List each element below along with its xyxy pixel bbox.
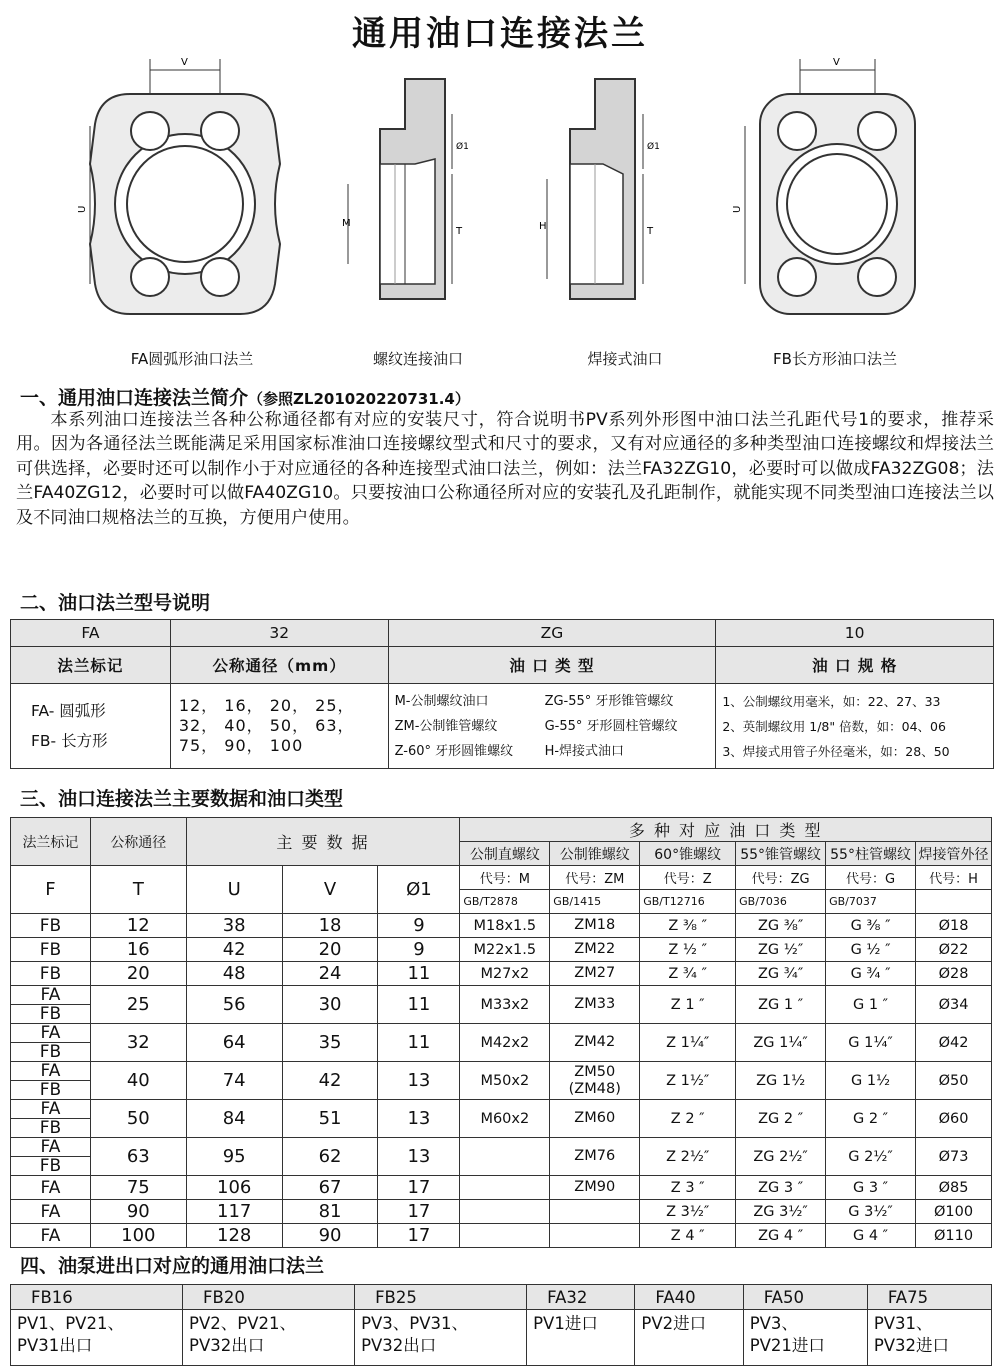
cell-h: Ø22	[916, 938, 992, 962]
type-item: ZG-55° 牙形锥管螺纹	[544, 693, 674, 709]
intro-text: 本系列油口连接法兰各种公称通径都有对应的安装尺寸，符合说明书PV系列外形图中油口法兰孔距代号1的要求，推荐采用。因为各通径法兰既能满足采用国家标准油口连接螺纹型式和尺寸的要求，又有对应通径的多种类型油口连接螺纹和焊接法兰可供选择，必要时还可以制作小于对应通径的各种连接型式油口法兰，例如：法兰FA32ZG10，必要时可以做成FA32ZG08；法兰FA40ZG12，必要时可以做FA40ZG10。只要按油口公称通径所对应的安装孔及孔距制作，就能实现不同类型油口连接法兰以及不同油口规格法兰的互换，方便用户使用。	[16, 410, 994, 528]
type-name: 公制直螺纹	[460, 842, 550, 866]
cell-z: Z 1¼″	[640, 1024, 736, 1062]
nominal-line: 75， 90， 100	[178, 736, 304, 755]
cell-t: 90	[90, 1200, 186, 1224]
type-code: 代号：ZG	[736, 866, 826, 890]
flange-mark-cell	[11, 1138, 91, 1176]
cell-g: G 1¼″	[826, 1024, 916, 1062]
type-standard	[916, 890, 992, 914]
nominal-cell	[170, 684, 388, 769]
table-row	[11, 986, 992, 1024]
pump-line	[533, 1335, 634, 1357]
pump-line: PV21进口	[749, 1336, 825, 1355]
cell-zm: ZM42	[550, 1024, 640, 1062]
cell-g: G 2 ″	[826, 1100, 916, 1138]
cell-zg: ZG 4 ″	[736, 1224, 826, 1248]
cell-zm: ZM50 (ZM48)	[550, 1062, 640, 1100]
flange-mark-cell	[11, 1200, 91, 1224]
flange-mark: FA	[11, 1138, 90, 1157]
cell-u: 128	[186, 1224, 282, 1248]
fa-caption: FA圆弧形油口法兰	[130, 350, 254, 368]
cell-zg: ZG ¾″	[736, 962, 826, 986]
cell-v: 30	[282, 986, 378, 1024]
cell-z: Z 1½″	[640, 1062, 736, 1100]
flange-mark-cell	[11, 1224, 91, 1248]
dim-phi-label: Ø1	[456, 142, 469, 152]
cell-h: Ø100	[916, 1200, 992, 1224]
cell-g: G ½ ″	[826, 938, 916, 962]
cell-m	[460, 1176, 550, 1200]
cell-g: G ⅜ ″	[826, 914, 916, 938]
cell-zm: ZM22	[550, 938, 640, 962]
cell-u: 38	[186, 914, 282, 938]
dim-m-label: M	[342, 218, 351, 229]
cell-zg: ZG 3 ″	[736, 1176, 826, 1200]
col-letter: U	[186, 866, 282, 914]
section1-title-text: 一、通用油口连接法兰简介	[20, 387, 249, 409]
pump-line: PV32出口	[189, 1336, 265, 1355]
marks-cell	[11, 684, 171, 769]
cell-t: 25	[90, 986, 186, 1024]
flange-mark-cell	[11, 1062, 91, 1100]
pump-cell	[183, 1310, 355, 1366]
cell-z: Z 3½″	[640, 1200, 736, 1224]
mark-item: FB- 长方形	[31, 732, 108, 750]
pump-cell	[11, 1310, 183, 1366]
cell-m	[460, 1224, 550, 1248]
cell-u: 56	[186, 986, 282, 1024]
nominal-line: 32， 40， 50， 63，	[178, 716, 355, 735]
cell-g: G 1 ″	[826, 986, 916, 1024]
pump-line: PV2进口	[641, 1314, 707, 1333]
pump-line: PV31出口	[17, 1336, 93, 1355]
code-cell: 10	[716, 620, 994, 647]
cell-g: G 1½	[826, 1062, 916, 1100]
specs-cell	[716, 684, 994, 769]
cell-m: M50x2	[460, 1062, 550, 1100]
header-cell: 油 口 规 格	[716, 647, 994, 684]
cell-v: 35	[282, 1024, 378, 1062]
pump-cell	[635, 1310, 743, 1366]
cell-v: 24	[282, 962, 378, 986]
pump-cell	[527, 1310, 635, 1366]
cell-phi: 13	[378, 1100, 460, 1138]
cell-u: 95	[186, 1138, 282, 1176]
cell-g: G ¾ ″	[826, 962, 916, 986]
type-item: ZM-公制锥管螺纹	[394, 718, 498, 734]
header-mark: 法兰标记	[11, 818, 91, 866]
flange-mark: FB	[39, 963, 62, 984]
nominal-line: 12， 16， 20， 25，	[178, 696, 355, 715]
cell-h: Ø34	[916, 986, 992, 1024]
flange-mark: FA	[11, 1024, 90, 1043]
cell-phi: 11	[378, 962, 460, 986]
cell-m: M60x2	[460, 1100, 550, 1138]
cell-t: 40	[90, 1062, 186, 1100]
cell-u: 48	[186, 962, 282, 986]
cell-phi: 9	[378, 938, 460, 962]
code-cell: 32	[170, 620, 388, 647]
flange-mark: FB	[39, 1004, 62, 1024]
cell-zm: ZM90	[550, 1176, 640, 1200]
table-row	[11, 1224, 992, 1248]
pump-line: PV1进口	[533, 1314, 598, 1333]
flange-mark: FA	[11, 986, 90, 1005]
table-row	[11, 914, 992, 938]
thread-caption: 螺纹连接油口	[372, 350, 463, 368]
pump-port-table	[10, 1284, 992, 1366]
cell-z: Z 1 ″	[640, 986, 736, 1024]
table-row	[11, 1200, 992, 1224]
table-row	[11, 1138, 992, 1176]
cell-m: M42x2	[460, 1024, 550, 1062]
cell-phi: 9	[378, 914, 460, 938]
header-cell: 法兰标记	[11, 647, 171, 684]
cell-zm	[550, 1224, 640, 1248]
flange-mark-cell	[11, 914, 91, 938]
cell-t: 16	[90, 938, 186, 962]
cell-zm: ZM60	[550, 1100, 640, 1138]
table-row	[11, 962, 992, 986]
cell-z: Z ¾ ″	[640, 962, 736, 986]
flange-mark-cell	[11, 1024, 91, 1062]
flange-header: FB16	[11, 1285, 183, 1310]
cell-phi: 13	[378, 1062, 460, 1100]
weld-caption: 焊接式油口	[587, 350, 663, 368]
pump-line: PV3、	[749, 1314, 798, 1333]
cell-g: G 2½″	[826, 1138, 916, 1176]
type-name: 55°柱管螺纹	[826, 842, 916, 866]
cell-u: 117	[186, 1200, 282, 1224]
type-name: 焊接管外径	[916, 842, 992, 866]
cell-u: 84	[186, 1100, 282, 1138]
pump-line: PV31、	[873, 1314, 933, 1333]
cell-v: 90	[282, 1224, 378, 1248]
cell-h: Ø50	[916, 1062, 992, 1100]
cell-z: Z 3 ″	[640, 1176, 736, 1200]
cell-zg: ZG ⅜″	[736, 914, 826, 938]
pump-line: PV3、PV31、	[361, 1314, 469, 1333]
flange-mark: FA	[40, 1201, 61, 1222]
main-data-table	[10, 817, 992, 1248]
cell-v: 20	[282, 938, 378, 962]
cell-z: Z ⅜ ″	[640, 914, 736, 938]
cell-zg: ZG 3½″	[736, 1200, 826, 1224]
fa-flange-drawing	[70, 54, 300, 354]
cell-z: Z 4 ″	[640, 1224, 736, 1248]
spec-item: 1、公制螺纹用毫米，如：22、27、33	[722, 693, 941, 709]
section3-title: 三、油口连接法兰主要数据和油口类型	[20, 788, 344, 810]
type-standard: GB/T12716	[640, 890, 736, 914]
cell-zg: ZG 1½	[736, 1062, 826, 1100]
cell-v: 42	[282, 1062, 378, 1100]
pump-line: PV32出口	[361, 1336, 437, 1355]
dim-t-label-weld: T	[647, 226, 654, 237]
types-cell	[388, 684, 716, 769]
pump-line: PV32进口	[873, 1336, 950, 1355]
table-row	[11, 1024, 992, 1062]
type-name: 55°锥管螺纹	[736, 842, 826, 866]
type-item: H-焊接式油口	[544, 743, 625, 759]
flange-mark-cell	[11, 962, 91, 986]
type-code: 代号：ZM	[550, 866, 640, 890]
cell-zg: ZG 1 ″	[736, 986, 826, 1024]
flange-mark: FA	[11, 1062, 90, 1081]
cell-m: M33x2	[460, 986, 550, 1024]
flange-header: FA40	[635, 1285, 743, 1310]
cell-h: Ø73	[916, 1138, 992, 1176]
flange-mark-cell	[11, 938, 91, 962]
cell-phi: 17	[378, 1224, 460, 1248]
cell-g: G 4 ″	[826, 1224, 916, 1248]
fb-flange-drawing	[725, 54, 945, 354]
table-row	[11, 1176, 992, 1200]
cell-t: 12	[90, 914, 186, 938]
type-item: M-公制螺纹油口	[394, 693, 489, 709]
header-cell: 公称通径（mm）	[170, 647, 388, 684]
model-code-table	[10, 619, 994, 769]
dim-u-label: U	[77, 205, 88, 213]
dim-phi-label-weld: Ø1	[647, 142, 660, 152]
mark-item: FA- 圆弧形	[31, 702, 106, 720]
type-item: G-55° 牙形圆柱管螺纹	[544, 718, 678, 734]
cell-v: 62	[282, 1138, 378, 1176]
header-main-data: 主 要 数 据	[186, 818, 460, 866]
cell-g: G 3 ″	[826, 1176, 916, 1200]
table-row	[11, 1100, 992, 1138]
cell-zm: ZM33	[550, 986, 640, 1024]
cell-zm	[550, 1200, 640, 1224]
cell-phi: 11	[378, 986, 460, 1024]
cell-u: 106	[186, 1176, 282, 1200]
figure-row	[0, 46, 1000, 376]
flange-header: FA50	[743, 1285, 867, 1310]
flange-mark: FB	[39, 1080, 62, 1100]
flange-mark: FB	[39, 1156, 62, 1176]
section2-title: 二、油口法兰型号说明	[20, 592, 211, 614]
cell-zg: ZG ½″	[736, 938, 826, 962]
cell-v: 67	[282, 1176, 378, 1200]
code-cell: FA	[11, 620, 171, 647]
cell-zg: ZG 1¼″	[736, 1024, 826, 1062]
cell-h: Ø60	[916, 1100, 992, 1138]
pump-line: PV2、PV21、	[189, 1314, 296, 1333]
cell-zg: ZG 2½″	[736, 1138, 826, 1176]
dim-u-label-fb: U	[732, 205, 743, 213]
flange-mark-cell	[11, 1176, 91, 1200]
code-cell: ZG	[388, 620, 716, 647]
cell-zm: ZM76	[550, 1138, 640, 1176]
cell-z: Z 2 ″	[640, 1100, 736, 1138]
flange-mark: FA	[40, 1177, 61, 1198]
header-port-types: 多 种 对 应 油 口 类 型	[460, 818, 992, 842]
cell-m	[460, 1138, 550, 1176]
type-item: Z-60° 牙形圆锥螺纹	[394, 743, 514, 759]
type-name: 公制锥螺纹	[550, 842, 640, 866]
flange-mark: FB	[39, 915, 62, 936]
cell-t: 100	[90, 1224, 186, 1248]
flange-mark-cell	[11, 986, 91, 1024]
table-row	[11, 1062, 992, 1100]
col-letter: F	[11, 866, 91, 914]
col-letter: T	[90, 866, 186, 914]
type-standard: GB/T2878	[460, 890, 550, 914]
cell-phi: 17	[378, 1176, 460, 1200]
dim-t-label: T	[456, 226, 463, 237]
type-name: 60°锥螺纹	[640, 842, 736, 866]
col-letter: Ø1	[378, 866, 460, 914]
dim-v-label: V	[181, 57, 188, 68]
cell-zg: ZG 2 ″	[736, 1100, 826, 1138]
pump-cell	[867, 1310, 991, 1366]
intro-paragraph	[16, 408, 994, 530]
cell-v: 18	[282, 914, 378, 938]
cell-phi: 13	[378, 1138, 460, 1176]
cell-v: 51	[282, 1100, 378, 1138]
cell-h: Ø42	[916, 1024, 992, 1062]
flange-mark: FB	[39, 1042, 62, 1062]
flange-mark: FB	[39, 1118, 62, 1138]
spec-item: 3、焊接式用管子外径毫米，如：28、50	[722, 743, 950, 759]
pump-line: PV1、PV21、	[17, 1314, 124, 1333]
section1-title	[20, 383, 470, 410]
cell-t: 75	[90, 1176, 186, 1200]
header-nominal: 公称通径	[90, 818, 186, 866]
cell-m: M18x1.5	[460, 914, 550, 938]
flange-header: FA32	[527, 1285, 635, 1310]
spec-item: 2、英制螺纹用 1/8" 倍数，如：04、06	[722, 718, 946, 734]
page-title: 通用油口连接法兰	[352, 14, 648, 54]
cell-h: Ø85	[916, 1176, 992, 1200]
type-code: 代号：Z	[640, 866, 736, 890]
pump-cell	[355, 1310, 527, 1366]
cell-z: Z 2½″	[640, 1138, 736, 1176]
cell-t: 50	[90, 1100, 186, 1138]
cell-h: Ø28	[916, 962, 992, 986]
type-code: 代号：H	[916, 866, 992, 890]
cell-zm: ZM18	[550, 914, 640, 938]
cell-t: 63	[90, 1138, 186, 1176]
fb-caption: FB长方形油口法兰	[773, 350, 897, 368]
cell-u: 74	[186, 1062, 282, 1100]
cell-phi: 17	[378, 1200, 460, 1224]
flange-header: FB20	[183, 1285, 355, 1310]
flange-mark: FB	[39, 939, 62, 960]
header-cell: 油 口 类 型	[388, 647, 716, 684]
flange-mark-cell	[11, 1100, 91, 1138]
cell-m: M22x1.5	[460, 938, 550, 962]
type-standard: GB/7037	[826, 890, 916, 914]
section4-title: 四、油泵进出口对应的通用油口法兰	[20, 1255, 325, 1277]
table-row	[11, 938, 992, 962]
flange-header: FA75	[867, 1285, 991, 1310]
cell-z: Z ½ ″	[640, 938, 736, 962]
thread-port-section-drawing	[340, 74, 470, 314]
type-code: 代号：G	[826, 866, 916, 890]
section1-ref: （参照ZL201020220731.4）	[248, 390, 470, 408]
dim-h-label: H	[539, 221, 547, 232]
flange-header: FB25	[355, 1285, 527, 1310]
cell-zm: ZM27	[550, 962, 640, 986]
cell-m: M27x2	[460, 962, 550, 986]
weld-port-section-drawing	[535, 74, 665, 314]
cell-u: 42	[186, 938, 282, 962]
pump-line	[641, 1335, 742, 1357]
cell-h: Ø18	[916, 914, 992, 938]
type-standard: GB/1415	[550, 890, 640, 914]
type-code: 代号：M	[460, 866, 550, 890]
type-standard: GB/7036	[736, 890, 826, 914]
flange-mark: FA	[11, 1100, 90, 1119]
flange-mark: FA	[40, 1225, 61, 1246]
dim-v-label-fb: V	[833, 57, 840, 68]
cell-phi: 11	[378, 1024, 460, 1062]
cell-t: 20	[90, 962, 186, 986]
cell-m	[460, 1200, 550, 1224]
cell-g: G 3½″	[826, 1200, 916, 1224]
cell-u: 64	[186, 1024, 282, 1062]
cell-t: 32	[90, 1024, 186, 1062]
col-letter: V	[282, 866, 378, 914]
cell-v: 81	[282, 1200, 378, 1224]
pump-cell	[743, 1310, 867, 1366]
cell-h: Ø110	[916, 1224, 992, 1248]
